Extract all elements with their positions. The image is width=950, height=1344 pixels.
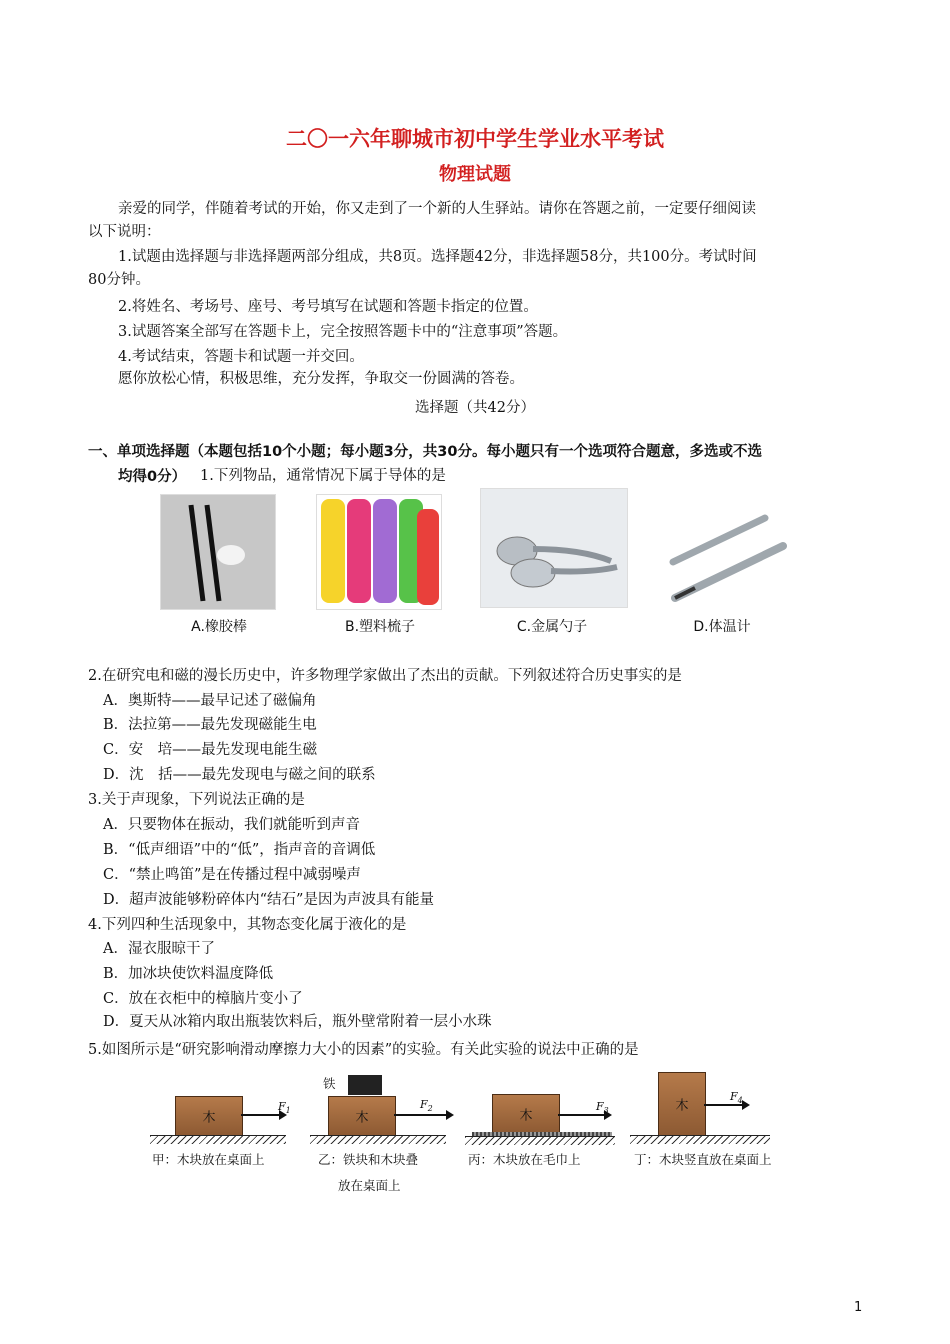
force-label-b: $F_2$: [420, 1098, 433, 1114]
thermometer-photo: [665, 508, 793, 606]
q2-option-a: A．奥斯特——最早记述了磁偏角: [103, 693, 317, 709]
q1-stem: 1.下列物品，通常情况下属于导体的是: [200, 468, 446, 484]
q4-option-a: A．湿衣服晾干了: [103, 941, 215, 957]
wood-block-b: 木: [328, 1096, 396, 1136]
table-surface-c: [465, 1136, 615, 1145]
q3-option-a: A．只要物体在振动，我们就能听到声音: [103, 817, 360, 833]
iron-label: 铁: [323, 1076, 336, 1091]
instruction-3: 3.试题答案全部写在答题卡上，完全按照答题卡中的“注意事项”答题。: [118, 324, 568, 340]
metal-spoon-photo: [480, 488, 628, 608]
iron-block: [348, 1075, 382, 1095]
intro-line-2: 以下说明：: [88, 224, 161, 240]
diagram-caption-d: 丁：木块竖直放在桌面上: [634, 1152, 772, 1167]
q3-stem: 3.关于声现象，下列说法正确的是: [88, 792, 305, 808]
wood-block-d: 木: [658, 1072, 706, 1136]
instruction-1-cont: 80分钟。: [88, 272, 150, 288]
wish-text: 愿你放松心情，积极思维，充分发挥，争取交一份圆满的答卷。: [118, 371, 524, 387]
diagram-caption-b-line2: 放在桌面上: [338, 1178, 401, 1193]
instruction-1: 1.试题由选择题与非选择题两部分组成，共8页。选择题42分，非选择题58分，共100分。考试时间: [118, 249, 757, 265]
diagram-caption-c: 丙：木块放在毛巾上: [468, 1152, 581, 1167]
table-surface-b: [310, 1135, 446, 1144]
wood-block-c: 木: [492, 1094, 560, 1134]
q1-caption-c: C.金属勺子: [516, 619, 588, 635]
plastic-comb-photo: [316, 494, 442, 610]
page-number: 1: [854, 1300, 863, 1315]
instruction-2: 2.将姓名、考场号、座号、考号填写在试题和答题卡指定的位置。: [118, 299, 538, 315]
q2-option-c: C．安 培——最先发现电能生磁: [103, 742, 318, 758]
q3-option-d: D．超声波能够粉碎体内“结石”是因为声波具有能量: [103, 892, 434, 908]
table-surface-d: [630, 1135, 770, 1144]
part1-instructions: 一、单项选择题（本题包括10个小题；每小题3分，共30分。每小题只有一个选项符合题意，多选或不选: [88, 444, 762, 460]
q3-option-b: B．“低声细语”中的“低”，指声音的音调低: [103, 842, 376, 858]
instruction-4: 4.考试结束，答题卡和试题一并交回。: [118, 349, 364, 365]
q2-option-b: B．法拉第——最先发现磁能生电: [103, 717, 317, 733]
section-heading: 选择题（共42分）: [415, 400, 535, 416]
q1-caption-b: B.塑料梳子: [344, 619, 416, 635]
force-label-c: $F_3$: [596, 1100, 609, 1116]
plastic-comb-icon: [317, 495, 441, 609]
table-surface-a: [150, 1135, 286, 1144]
metal-spoon-icon: [481, 489, 627, 607]
force-arrow-b: [394, 1114, 452, 1116]
intro-line-1: 亲爱的同学，伴随着考试的开始，你又走到了一个新的人生驿站。请你在答题之前，一定要仔细阅读: [118, 201, 756, 217]
q4-option-b: B．加冰块使饮料温度降低: [103, 966, 274, 982]
q4-option-c: C．放在衣柜中的樟脑片变小了: [103, 991, 303, 1007]
q4-option-d: D．夏天从冰箱内取出瓶装饮料后，瓶外壁常附着一层小水珠: [103, 1014, 492, 1030]
diagram-caption-b: 乙：铁块和木块叠: [318, 1152, 419, 1167]
q1-caption-d: D.体温计: [693, 619, 751, 635]
rubber-rod-photo: [160, 494, 276, 610]
q2-option-d: D．沈 括——最先发现电与磁之间的联系: [103, 767, 376, 783]
exam-subtitle: 物理试题: [439, 164, 511, 185]
wood-block-a: 木: [175, 1096, 243, 1136]
force-label-a: $F_1$: [278, 1100, 291, 1116]
q5-stem: 5.如图所示是“研究影响滑动摩擦力大小的因素”的实验。有关此实验的说法中正确的是: [88, 1042, 639, 1058]
q2-stem: 2.在研究电和磁的漫长历史中，许多物理学家做出了杰出的贡献。下列叙述符合历史事实的是: [88, 668, 682, 684]
part1-instructions-cont: 均得0分）: [118, 469, 187, 485]
q4-stem: 4.下列四种生活现象中，其物态变化属于液化的是: [88, 917, 407, 933]
q3-option-c: C．“禁止鸣笛”是在传播过程中减弱噪声: [103, 867, 361, 883]
force-label-d: $F_4$: [730, 1090, 743, 1106]
exam-title: 二〇一六年聊城市初中学生学业水平考试: [286, 127, 664, 151]
diagram-caption-a: 甲：木块放在桌面上: [152, 1152, 265, 1167]
rubber-rod-icon: [161, 495, 275, 609]
thermometer-icon: [665, 508, 793, 606]
q1-caption-a: A.橡胶棒: [191, 619, 247, 635]
